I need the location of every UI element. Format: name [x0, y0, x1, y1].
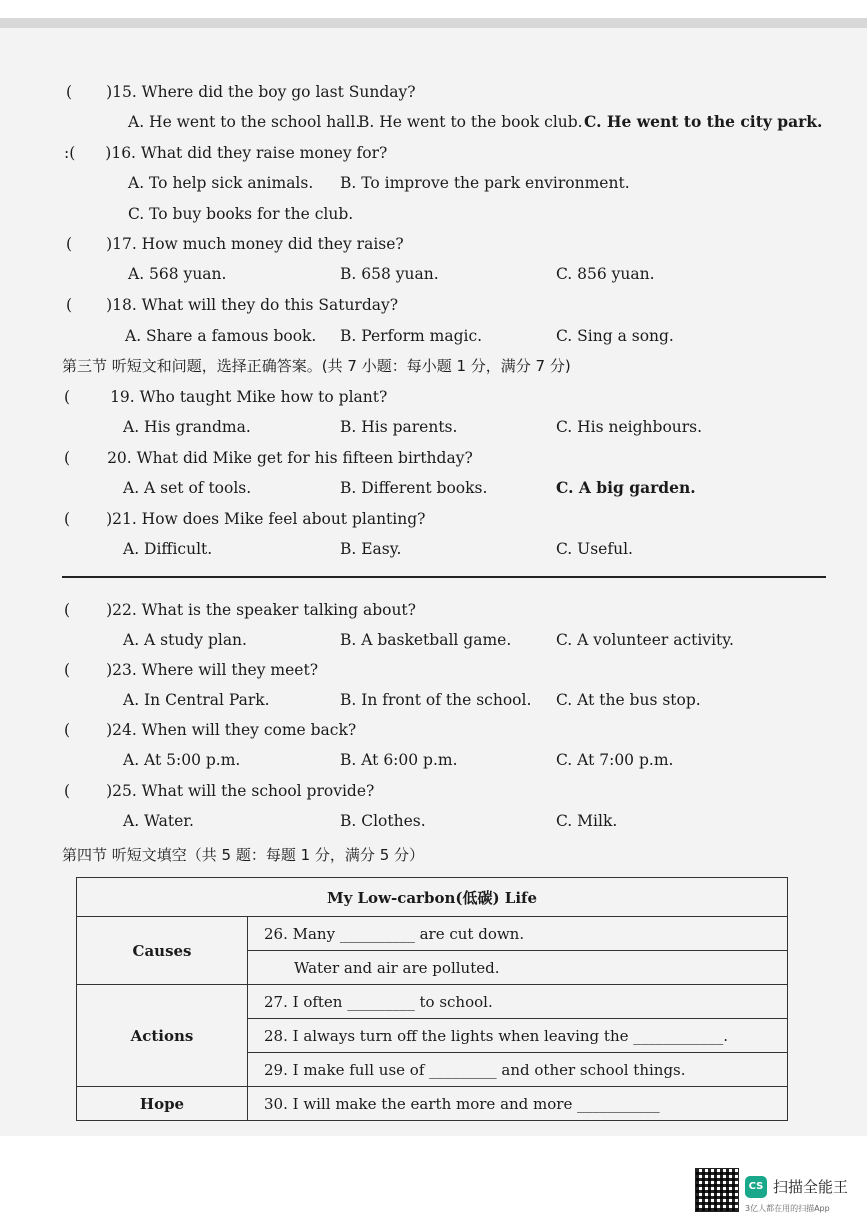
- question-stem: :( )16. What did they raise money for?: [64, 144, 388, 162]
- table-row: 27. I often _________ to school.: [248, 985, 788, 1019]
- hope-label: Hope: [77, 1087, 248, 1121]
- option-b: B. Easy.: [340, 540, 402, 558]
- option-b: B. Perform magic.: [340, 327, 483, 345]
- option-a: A. 568 yuan.: [128, 265, 227, 283]
- option-c: C. Milk.: [556, 812, 618, 830]
- section-heading: 第三节 听短文和问题，选择正确答案。(共 7 小题：每小题 1 分，满分 7 分): [62, 357, 571, 375]
- option-b: B. 658 yuan.: [340, 265, 439, 283]
- top-band: [0, 0, 867, 28]
- qr-code-icon: [695, 1168, 739, 1212]
- causes-label: Causes: [77, 917, 248, 985]
- divider-line: [62, 576, 826, 578]
- question-stem: ( )22. What is the speaker talking about?: [64, 601, 416, 619]
- option-a: A. To help sick animals.: [128, 174, 314, 192]
- question-stem: ( )24. When will they come back?: [64, 721, 357, 739]
- option-a: A. At 5:00 p.m.: [123, 751, 241, 769]
- option-a: A. Share a famous book.: [125, 327, 317, 345]
- option-a: A. Difficult.: [123, 540, 213, 558]
- low-carbon-table: [76, 877, 788, 1121]
- table-row: 26. Many __________ are cut down.: [248, 917, 788, 951]
- table-row: 29. I make full use of _________ and other school things.: [248, 1053, 788, 1087]
- table-title: My Low-carbon(低碳) Life: [77, 878, 788, 917]
- question-stem: ( 19. Who taught Mike how to plant?: [64, 388, 388, 406]
- option-b: B. A basketball game.: [340, 631, 512, 649]
- table-row: 30. I will make the earth more and more ___________: [248, 1087, 788, 1121]
- option-a: A. A study plan.: [123, 631, 247, 649]
- option-c: C. His neighbours.: [556, 418, 703, 436]
- option-b: B. To improve the park environment.: [340, 174, 630, 192]
- option-b: B. At 6:00 p.m.: [340, 751, 458, 769]
- scanner-watermark: [695, 1168, 855, 1218]
- option-b: B. He went to the book club.: [358, 113, 583, 131]
- question-stem: ( 20. What did Mike get for his fifteen birthday?: [64, 449, 473, 467]
- option-c: C. A volunteer activity.: [556, 631, 734, 649]
- option-c: C. At 7:00 p.m.: [556, 751, 674, 769]
- app-tagline: 3亿人都在用的扫描App: [745, 1204, 830, 1213]
- option-c: C. Useful.: [556, 540, 633, 558]
- question-stem: ( )21. How does Mike feel about planting?: [64, 510, 426, 528]
- option-c: C. Sing a song.: [556, 327, 674, 345]
- question-stem: ( )25. What will the school provide?: [64, 782, 375, 800]
- section-heading: 第四节 听短文填空（共 5 题：每题 1 分，满分 5 分）: [62, 846, 425, 864]
- option-a: A. In Central Park.: [123, 691, 270, 709]
- option-a: A. Water.: [123, 812, 194, 830]
- option-b: B. His parents.: [340, 418, 458, 436]
- option-b: B. In front of the school.: [340, 691, 532, 709]
- option-a: A. His grandma.: [123, 418, 251, 436]
- option-b: B. Clothes.: [340, 812, 426, 830]
- question-stem: ( )15. Where did the boy go last Sunday?: [66, 83, 416, 101]
- question-stem: ( )18. What will they do this Saturday?: [66, 296, 399, 314]
- option-c: C. 856 yuan.: [556, 265, 655, 283]
- option-c: C. He went to the city park.: [584, 112, 823, 131]
- app-name: 扫描全能王: [773, 1178, 849, 1196]
- option-c: C. To buy books for the club.: [128, 205, 354, 223]
- option-a: A. A set of tools.: [123, 479, 252, 497]
- question-stem: ( )17. How much money did they raise?: [66, 235, 404, 253]
- option-c: C. A big garden.: [556, 478, 696, 497]
- option-b: B. Different books.: [340, 479, 488, 497]
- table-row: 28. I always turn off the lights when leaving the ____________.: [248, 1019, 788, 1053]
- question-stem: ( )23. Where will they meet?: [64, 661, 318, 679]
- option-c: C. At the bus stop.: [556, 691, 701, 709]
- actions-label: Actions: [77, 985, 248, 1087]
- table-row: Water and air are polluted.: [248, 951, 788, 985]
- option-a: A. He went to the school hall.: [128, 113, 361, 131]
- cs-logo-icon: CS: [745, 1176, 767, 1198]
